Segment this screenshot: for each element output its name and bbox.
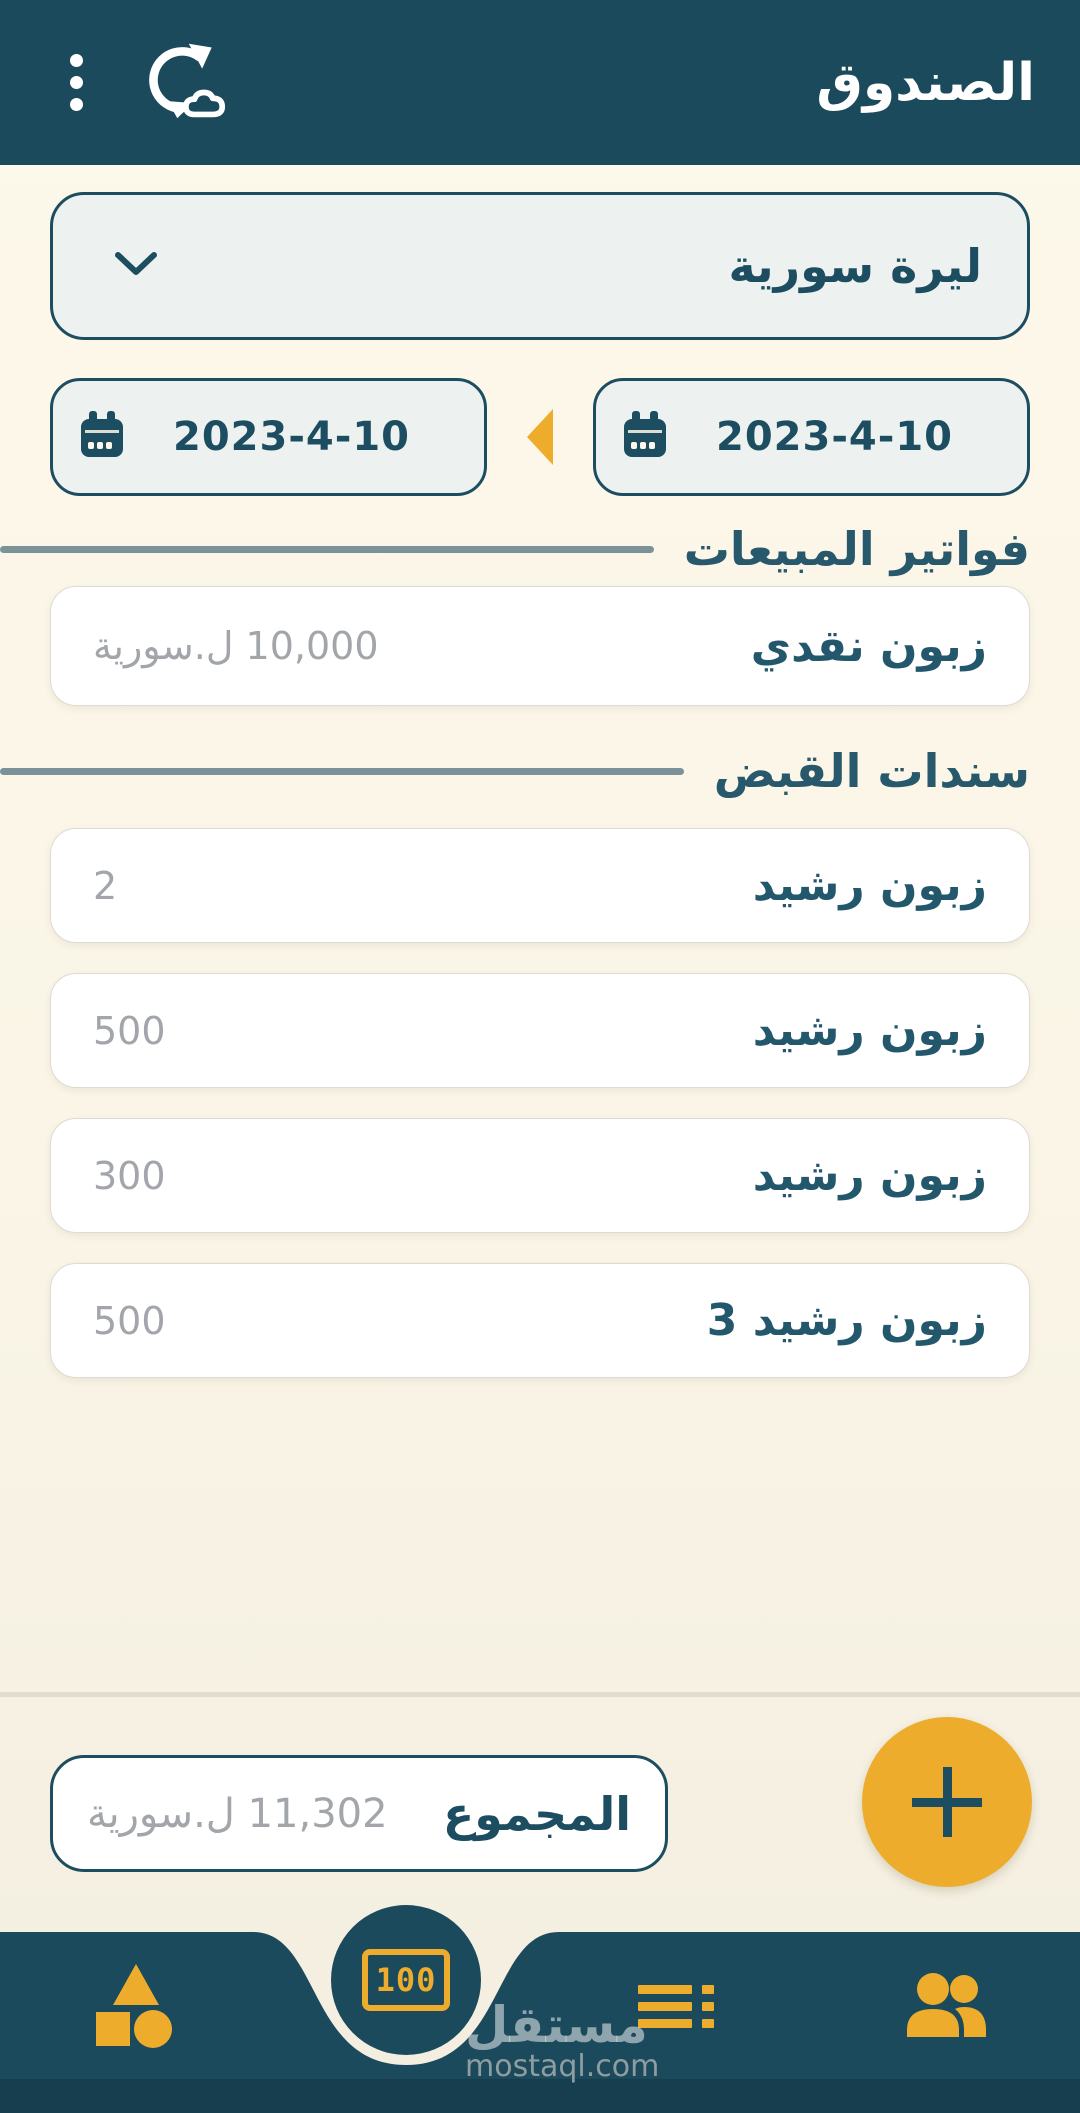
people-icon: [900, 2029, 990, 2044]
add-button[interactable]: [862, 1717, 1032, 1887]
nav-item-customers[interactable]: [900, 1971, 990, 2041]
triangle-left-icon: [527, 409, 553, 465]
customer-name: زبون رشيد 3: [706, 1295, 987, 1346]
chevron-down-icon: [113, 251, 159, 281]
customer-name: زبون رشيد: [752, 860, 987, 911]
list-item-receipt[interactable]: [50, 828, 1030, 943]
section-header-receipt-vouchers: [50, 744, 1030, 798]
page-title: الصندوق: [816, 52, 1035, 113]
section-header-sales-invoices: [50, 522, 1030, 576]
plus-icon: [912, 1767, 982, 1837]
amount-value: 10,000 ل.سورية: [93, 624, 379, 668]
currency-select[interactable]: [50, 192, 1030, 340]
date-to-value: 2023-4-10: [715, 414, 954, 460]
list-item-receipt[interactable]: [50, 973, 1030, 1088]
kebab-menu-icon: [70, 54, 83, 111]
date-range-row: [50, 378, 1030, 496]
cloud-sync-icon: [141, 41, 227, 124]
date-from-value: 2023-4-10: [172, 414, 411, 460]
customer-name: زبون رشيد: [752, 1150, 987, 1201]
nav-item-lists[interactable]: [638, 1985, 714, 2032]
watermark-url: mostaql.com: [465, 2049, 660, 2084]
calendar-icon: [79, 410, 125, 464]
gesture-bar-area: [0, 2079, 1080, 2113]
total-label: المجموع: [442, 1786, 631, 1841]
total-summary: [50, 1755, 668, 1872]
receipt-voucher-list: [50, 828, 1030, 1378]
total-value: 11,302 ل.سورية: [87, 1790, 388, 1837]
cash-banknote-icon: 100: [362, 1949, 450, 2011]
section-title: سندات القبض: [713, 744, 1030, 798]
section-divider-line: [0, 768, 684, 775]
content: [0, 165, 1080, 1378]
app-bar: [0, 0, 1080, 165]
calendar-icon: [622, 410, 668, 464]
cloud-sync-button[interactable]: [141, 41, 227, 124]
date-from-field[interactable]: [50, 378, 487, 496]
watermark-arabic: مستقل: [465, 1996, 648, 2054]
section-divider-line: [0, 546, 654, 553]
nav-item-cash[interactable]: [331, 1905, 481, 2055]
currency-selected-value: ليرة سورية: [728, 239, 982, 293]
customer-name: زبون نقدي: [750, 620, 987, 672]
date-to-field[interactable]: [593, 378, 1030, 496]
section-title: فواتير المبيعات: [683, 522, 1030, 576]
nav-item-products[interactable]: [96, 1964, 176, 2050]
list-item-receipt[interactable]: [50, 1263, 1030, 1378]
list-item-sales-invoice[interactable]: [50, 586, 1030, 706]
amount-value: 500: [93, 1008, 166, 1053]
amount-value: 300: [93, 1153, 166, 1198]
amount-value: 500: [93, 1298, 166, 1343]
list-item-receipt[interactable]: [50, 1118, 1030, 1233]
app-bar-actions: [70, 41, 227, 124]
customer-name: زبون رشيد: [752, 1005, 987, 1056]
footer-divider: [0, 1692, 1080, 1697]
amount-value: 2: [93, 863, 118, 908]
overflow-menu-button[interactable]: [70, 54, 83, 111]
